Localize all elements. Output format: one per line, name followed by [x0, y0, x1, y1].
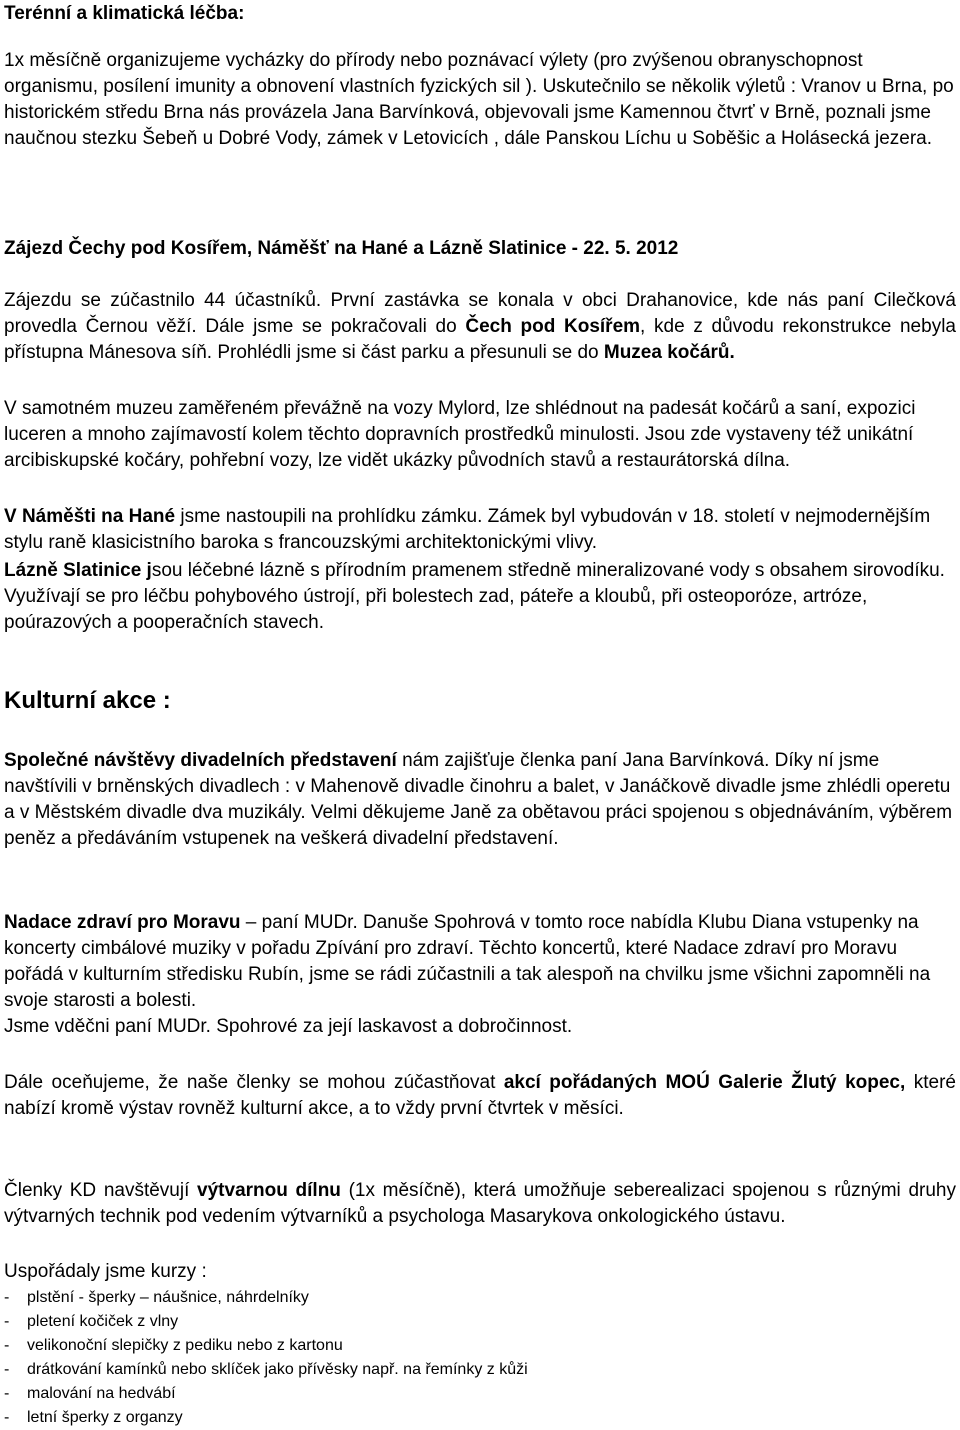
culture-heading: Kulturní akce :: [4, 687, 171, 714]
trip-paragraph-namest: V Náměšti na Hané jsme nastoupili na prohlídku zámku. Zámek byl vybudován v 18. století v nejmodernějším stylu raně klasicistního baroka s francouzskými architektonickými vlivy.: [4, 506, 931, 553]
list-dash: -: [4, 1313, 10, 1330]
list-item: - pletení kočiček z vlny: [4, 1310, 704, 1334]
art-workshop-paragraph: Členky KD navštěvují výtvarnou dílnu (1x měsíčně), která umožňuje seberealizaci spojenou s různými druhy výtvarných technik pod vedením výtvarníků a psychologa Masarykova onkologického ústavu.: [4, 1180, 956, 1227]
list-item: - malování na hedvábí: [4, 1382, 704, 1406]
trip-heading: Zájezd Čechy pod Kosířem, Náměšť na Hané a Lázně Slatinice - 22. 5. 2012: [4, 238, 679, 259]
list-dash: -: [4, 1337, 10, 1354]
courses-list: [4, 1286, 704, 1430]
trip-paragraph-slatinice: Lázně Slatinice jsou léčebné lázně s přírodním pramenem středně mineralizované vody s obsahem sirovodíku. Využívají se pro léčbu pohybového ústrojí, při bolestech zad, páteře a kloubů, při osteoporóze, artróze, poúrazových a pooperačních stavech.: [4, 560, 945, 633]
theatre-paragraph: Společné návštěvy divadelních představení nám zajišťuje členka paní Jana Barvínková. Díky ní jsme navštívili v brněnských divadlech : v Mahenově divadle činohru a balet, v Janáčkově divadle jsme zhlédli operetu a v Městském divadle dva muzikály. Velmi děkujeme Janě za obětavou práci spojenou s objednáváním, výběrem peněz a předáváním vstupenek na veškerá divadelní představení.: [4, 750, 953, 849]
courses-heading: Uspořádaly jsme kurzy :: [4, 1261, 207, 1282]
list-item: - velikonoční slepičky z pediku nebo z kartonu: [4, 1334, 704, 1358]
foundation-paragraph: Nadace zdraví pro Moravu – paní MUDr. Danuše Spohrová v tomto roce nabídla Klubu Diana vstupenky na koncerty cimbálové muziky v pořadu Zpívání pro zdraví. Těchto koncertů, které Nadace zdraví pro Moravu pořádá v kulturním středisku Rubín, jsme se rádi zúčastnili a tak alespoň na chvilku jsme všichni zapomněli na svoje starosti a bolesti. Jsme vděčni paní MUDr. Spohrové za její laskavost a dobročinnost.: [4, 912, 931, 1037]
trip-paragraph-stops: Zájezdu se zúčastnilo 44 účastníků. První zastávka se konala v obci Drahanovice, kde nás paní Cilečková provedla Černou věží. Dále jsme se pokračovali do Čech pod Kosířem, kde z důvodu rekonstrukce nebyla přístupna Mánesova síň. Prohlédli jsme si část parku a přesunuli se do Muzea kočárů.: [4, 290, 956, 363]
gallery-paragraph: Dále oceňujeme, že naše členky se mohou zúčastňovat akcí pořádaných MOÚ Galerie Žlutý kopec, které nabízí kromě výstav rovněž kulturní akce, a to vždy první čtvrtek v měsíci.: [4, 1072, 956, 1119]
trip-paragraph-museum: V samotném muzeu zaměřeném převážně na vozy Mylord, lze shlédnout na padesát kočárů a saní, expozici luceren a mnoho zajímavostí kolem těchto dopravních prostředků minulosti. Jsou zde vystaveny též unikátní arcibiskupské kočáry, pohřební vozy, lze vidět ukázky původních stavů a restaurátorská dílna.: [4, 398, 916, 471]
list-item: - plstění - šperky – náušnice, náhrdelníky: [4, 1286, 704, 1310]
list-dash: -: [4, 1289, 10, 1306]
section-heading-terrain-therapy: Terénní a klimatická léčba:: [4, 3, 245, 24]
list-dash: -: [4, 1385, 10, 1402]
list-item: - letní šperky z organzy: [4, 1406, 704, 1430]
list-item: - drátkování kamínků nebo sklíček jako přívěsky např. na řemínky z kůži: [4, 1358, 704, 1382]
list-dash: -: [4, 1409, 10, 1426]
list-dash: -: [4, 1361, 10, 1378]
terrain-therapy-paragraph: 1x měsíčně organizujeme vycházky do přírody nebo poznávací výlety (pro zvýšenou obranyschopnost organismu, posílení imunity a obnovení vlastních fyzických sil ). Uskutečnilo se několik výletů : Vranov u Brna, po historickém středu Brna nás provázela Jana Barvínková, objevovali jsme Kamennou čtvrť v Brně, poznali jsme naučnou stezku Šebeň u Dobré Vody, zámek v Letovicích , dále Panskou Líchu u Soběšic a Holásecká jezera.: [4, 50, 954, 149]
